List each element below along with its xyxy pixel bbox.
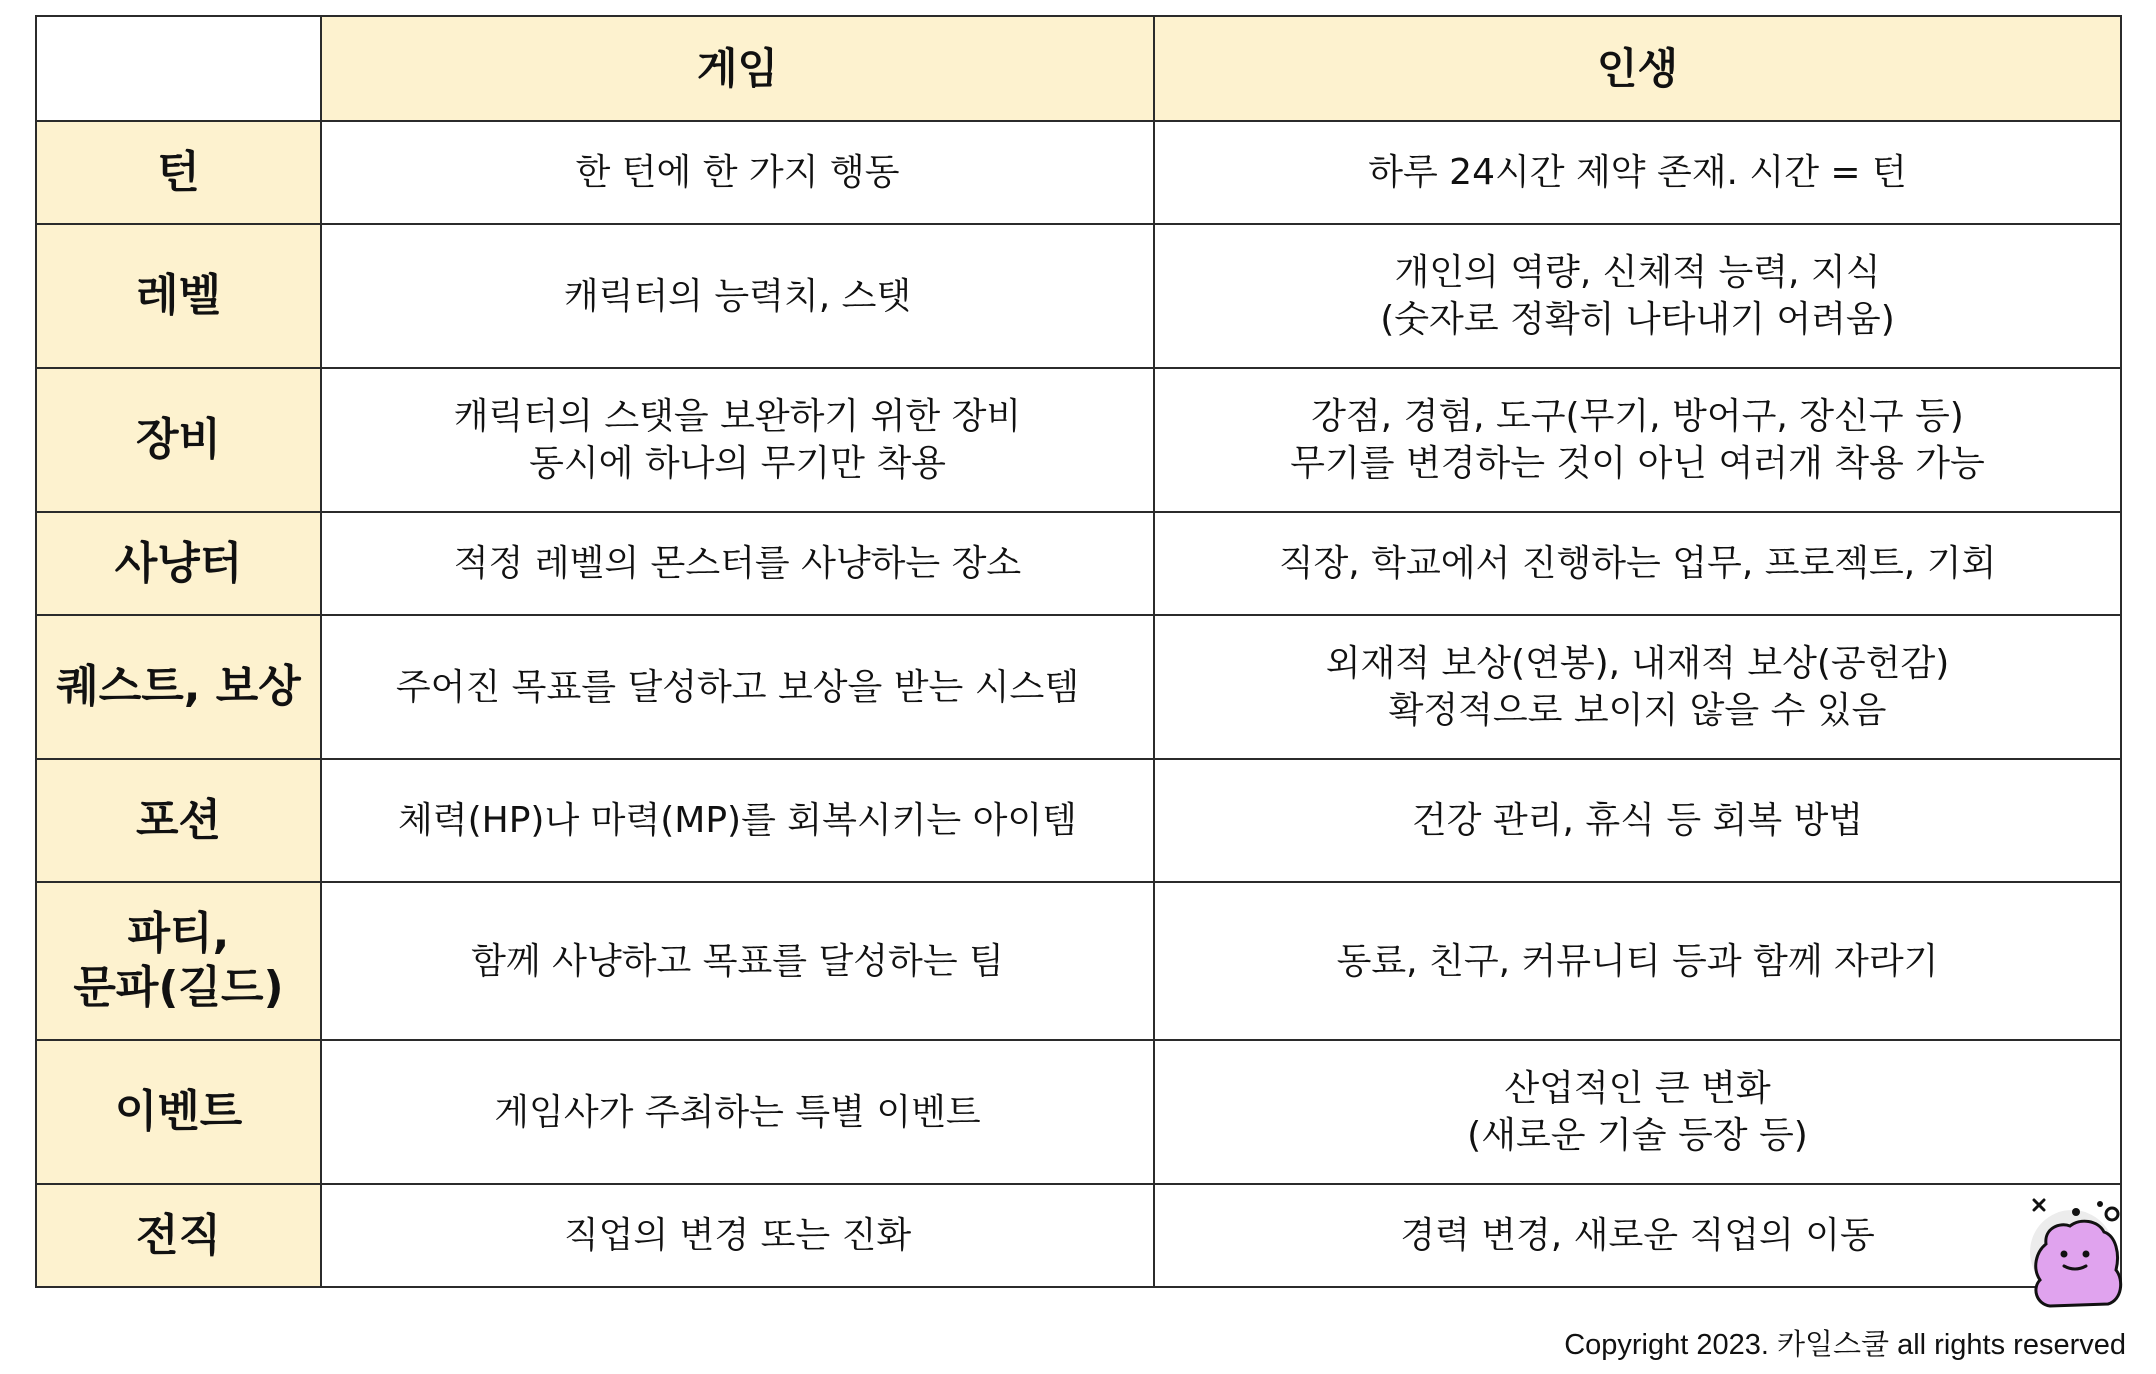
life-cell: 산업적인 큰 변화 (새로운 기술 등장 등) <box>1154 1040 2121 1184</box>
table-row <box>36 882 2121 1040</box>
row-label: 턴 <box>36 121 321 224</box>
game-cell: 직업의 변경 또는 진화 <box>321 1184 1154 1287</box>
game-cell: 적정 레벨의 몬스터를 사냥하는 장소 <box>321 512 1154 615</box>
life-cell: 강점, 경험, 도구(무기, 방어구, 장신구 등) 무기를 변경하는 것이 아닌 여러개 착용 가능 <box>1154 368 2121 512</box>
game-cell: 체력(HP)나 마력(MP)를 회복시키는 아이템 <box>321 759 1154 882</box>
game-cell: 한 턴에 한 가지 행동 <box>321 121 1154 224</box>
row-label: 포션 <box>36 759 321 882</box>
table-row <box>36 1184 2121 1287</box>
game-cell: 주어진 목표를 달성하고 보상을 받는 시스템 <box>321 615 1154 759</box>
life-cell: 하루 24시간 제약 존재. 시간 = 턴 <box>1154 121 2121 224</box>
table-row <box>36 121 2121 224</box>
sparkle-x-icon <box>2034 1200 2044 1210</box>
table-row <box>36 759 2121 882</box>
table-row <box>36 512 2121 615</box>
table-row <box>36 615 2121 759</box>
row-label: 전직 <box>36 1184 321 1287</box>
life-cell: 건강 관리, 휴식 등 회복 방법 <box>1154 759 2121 882</box>
row-label: 파티, 문파(길드) <box>36 882 321 1040</box>
game-cell: 게임사가 주최하는 특별 이벤트 <box>321 1040 1154 1184</box>
table-row <box>36 368 2121 512</box>
game-cell: 캐릭터의 스탯을 보완하기 위한 장비 동시에 하나의 무기만 착용 <box>321 368 1154 512</box>
row-label: 장비 <box>36 368 321 512</box>
life-cell: 개인의 역량, 신체적 능력, 지식 (숫자로 정확히 나타내기 어려움) <box>1154 224 2121 368</box>
life-cell: 동료, 친구, 커뮤니티 등과 함께 자라기 <box>1154 882 2121 1040</box>
row-label: 사냥터 <box>36 512 321 615</box>
ditto-mascot-icon <box>2024 1192 2136 1312</box>
game-cell: 함께 사냥하고 목표를 달성하는 팀 <box>321 882 1154 1040</box>
game-cell: 캐릭터의 능력치, 스탯 <box>321 224 1154 368</box>
table-row <box>36 1040 2121 1184</box>
sparkle-dot-icon <box>2097 1201 2103 1207</box>
sparkle-ring-icon <box>2106 1208 2118 1220</box>
life-cell: 직장, 학교에서 진행하는 업무, 프로젝트, 기회 <box>1154 512 2121 615</box>
mascot-eye <box>2061 1251 2068 1258</box>
copyright-notice: Copyright 2023. 카일스쿨 all rights reserved <box>1564 1329 2126 1361</box>
row-label: 퀘스트, 보상 <box>36 615 321 759</box>
mascot-eye <box>2083 1251 2090 1258</box>
mascot-body <box>2036 1221 2121 1306</box>
header-game: 게임 <box>321 16 1154 121</box>
life-cell: 경력 변경, 새로운 직업의 이동 <box>1154 1184 2121 1287</box>
comparison-table <box>35 15 2122 1288</box>
row-label: 레벨 <box>36 224 321 368</box>
row-label: 이벤트 <box>36 1040 321 1184</box>
header-corner-cell <box>36 16 321 121</box>
sparkle-dot-icon <box>2072 1208 2080 1216</box>
life-cell: 외재적 보상(연봉), 내재적 보상(공헌감) 확정적으로 보이지 않을 수 있음 <box>1154 615 2121 759</box>
header-life: 인생 <box>1154 16 2121 121</box>
table-header-row <box>36 16 2121 121</box>
table-row <box>36 224 2121 368</box>
